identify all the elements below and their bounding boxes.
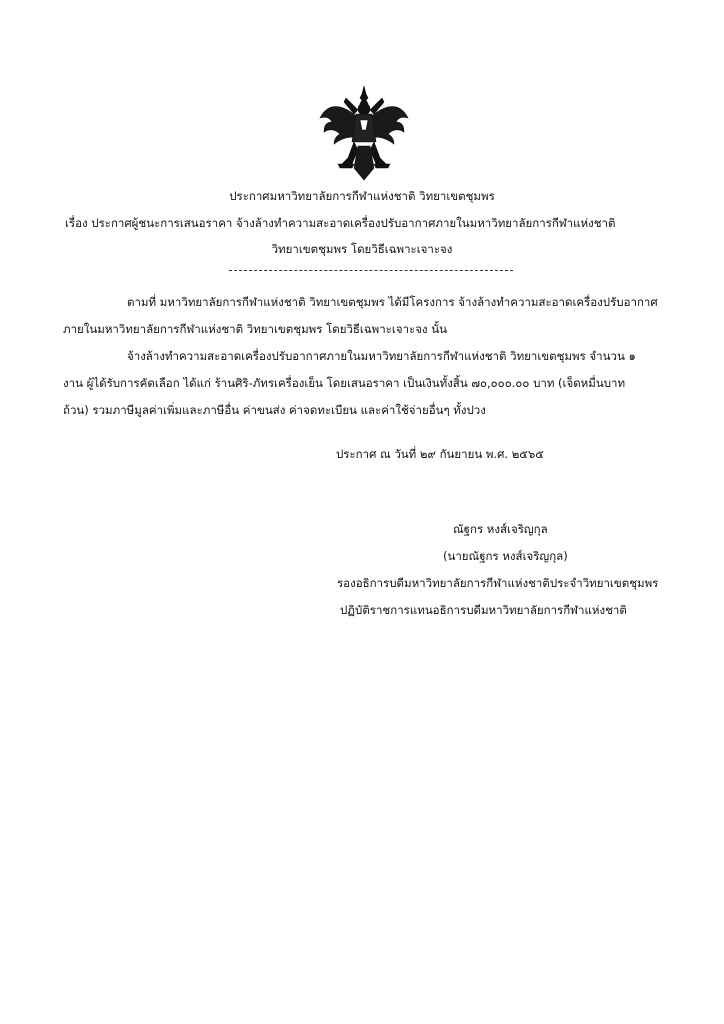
announcement-subject-line1: เรื่อง ประกาศผู้ชนะการเสนอราคา จ้างล้างทำความสะอาดเครื่องปรับอากาศภายในมหาวิทยาลัยการกีฬาแห่งชาติ <box>65 216 616 230</box>
signature-name-parenthetical: (นายณัฐกร หงส์เจริญกุล) <box>443 549 568 563</box>
para2-line3: ถ้วน) รวมภาษีมูลค่าเพิ่มและภาษีอื่น ค่าขนส่ง ค่าจดทะเบียน และค่าใช้จ่ายอื่นๆ ทั้งปวง <box>63 403 486 417</box>
signature-position-2: ปฏิบัติราชการแทนอธิการบดีมหาวิทยาลัยการกีฬาแห่งชาติ <box>340 603 627 617</box>
para2-line2: งาน ผู้ได้รับการคัดเลือก ได้แก่ ร้านศิริ-ภัทรเครื่องเย็น โดยเสนอราคา เป็นเงินทั้งสิ้น ๗๐,๐๐๐.๐๐ บาท (เจ็ดหมื่นบาท <box>63 376 626 390</box>
announcement-date: ประกาศ ณ วันที่ ๒๙ กันยายน พ.ศ. ๒๕๖๕ <box>336 447 544 461</box>
para1-line1: ตามที่ มหาวิทยาลัยการกีฬาแห่งชาติ วิทยาเขตชุมพร ได้มีโครงการ จ้างล้างทำความสะอาดเครื่องปรับอากาศ <box>127 295 658 309</box>
para2-line1: จ้างล้างทำความสะอาดเครื่องปรับอากาศภายในมหาวิทยาลัยการกีฬาแห่งชาติ วิทยาเขตชุมพร จำนวน ๑ <box>127 349 636 363</box>
signature-position-1: รองอธิการบดีมหาวิทยาลัยการกีฬาแห่งชาติประจำวิทยาเขตชุมพร <box>337 576 659 590</box>
signature-name: ณัฐกร หงส์เจริญกุล <box>453 522 548 536</box>
announcement-title: ประกาศมหาวิทยาลัยการกีฬาแห่งชาติ วิทยาเขตชุมพร <box>229 189 495 203</box>
announcement-subject-line2: วิทยาเขตชุมพร โดยวิธีเฉพาะเจาะจง <box>271 242 453 256</box>
garuda-emblem-icon <box>318 84 410 184</box>
para1-line2: ภายในมหาวิทยาลัยการกีฬาแห่งชาติ วิทยาเขตชุมพร โดยวิธีเฉพาะเจาะจง นั้น <box>63 322 447 336</box>
announcement-divider <box>229 270 513 271</box>
